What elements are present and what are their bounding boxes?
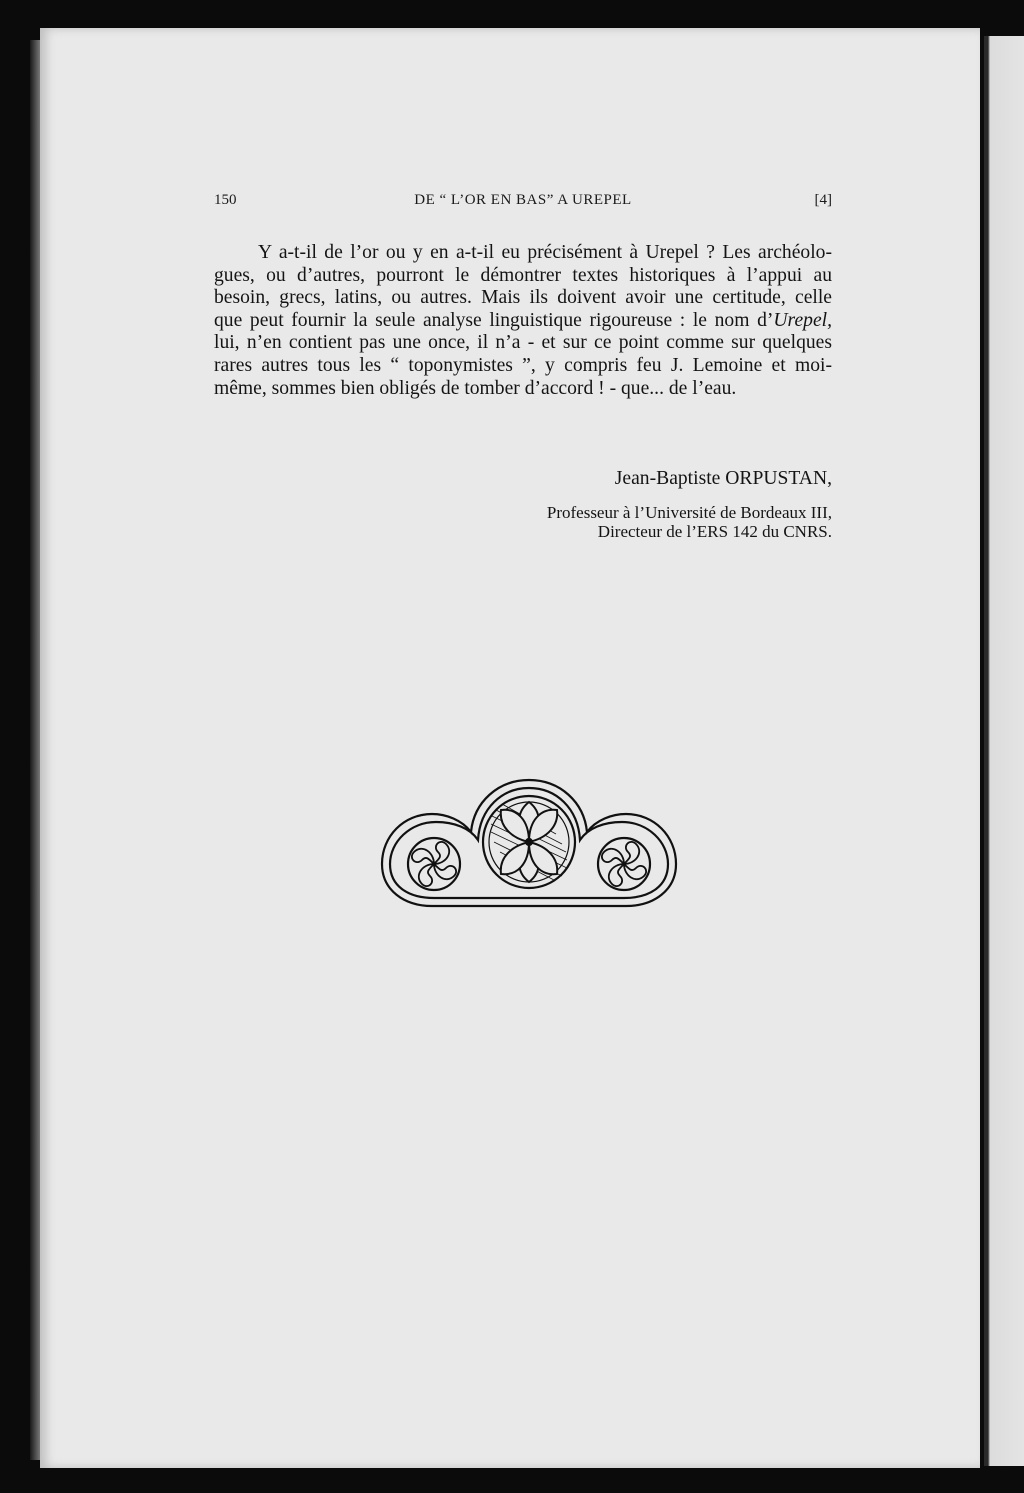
author-name: Jean-Baptiste ORPUSTAN,	[614, 468, 832, 489]
paragraph-line: besoin, grecs, latins, ou autres. Mais ils doivent avoir une certitude, celle	[214, 287, 832, 309]
page-number: 150	[214, 192, 237, 208]
section-number: [4]	[814, 192, 832, 208]
line-text: que peut fournir la seule analyse linguistique rigoureuse : le nom d’	[214, 309, 774, 331]
paragraph-line	[214, 310, 832, 333]
paragraph-line: rares autres tous les “ toponymistes ”, y compris feu J. Lemoine et moi-	[214, 354, 832, 376]
running-title: DE “ L’OR EN BAS” A UREPEL	[414, 192, 632, 208]
author-title-line-2: Directeur de l’ERS 142 du CNRS.	[597, 522, 832, 541]
next-page-edge	[984, 36, 1024, 1466]
paragraph-line: même, sommes bien obligés de tomber d’accord ! - que... de l’eau.	[214, 377, 737, 399]
italic-place-name: Urepel,	[773, 309, 832, 331]
basque-lauburu-ornament-icon	[376, 772, 682, 912]
paragraph-line: Y a-t-il de l’or ou y en a-t-il eu précisément à Urepel ? Les archéolo-	[258, 242, 832, 263]
paragraph-line: gues, ou d’autres, pourront le démontrer textes historiques à l’appui au	[214, 264, 832, 286]
author-title-line-1: Professeur à l’Université de Bordeaux III,	[546, 503, 832, 522]
running-header	[214, 192, 832, 212]
paragraph-line: lui, n’en contient pas une once, il n’a - et sur ce point comme sur quelques	[214, 332, 832, 354]
body-paragraph	[214, 242, 832, 400]
